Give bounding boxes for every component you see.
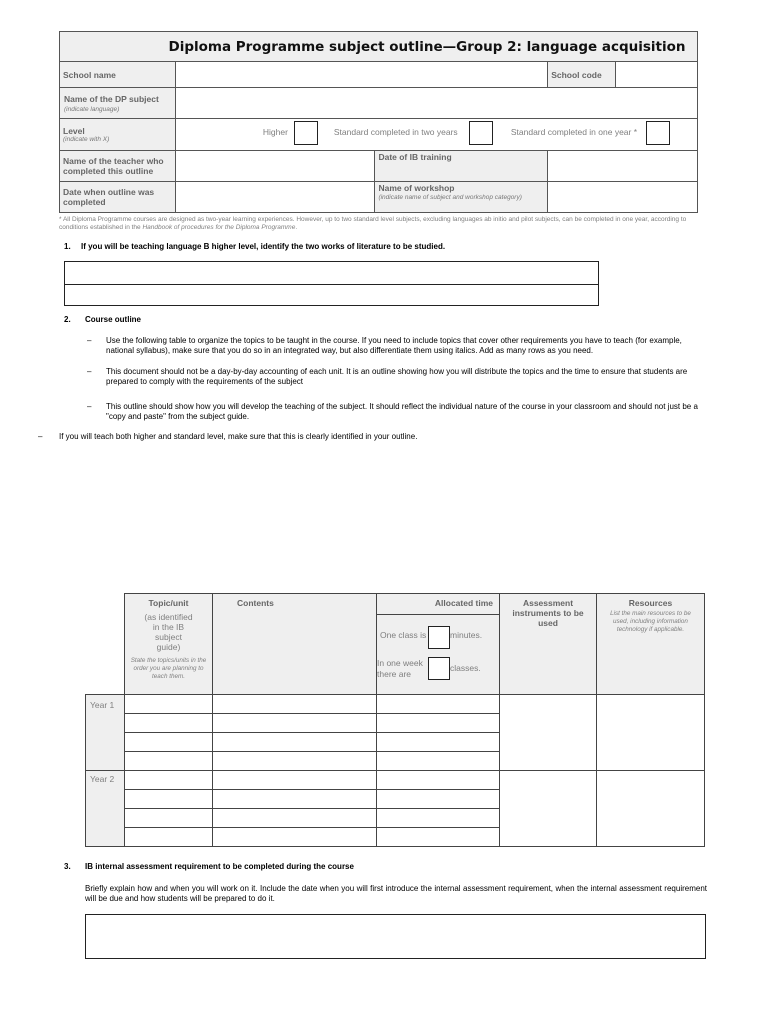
contents-cell[interactable] bbox=[213, 752, 377, 771]
bullet-dash: – bbox=[87, 336, 92, 345]
contents-header: Contents bbox=[213, 594, 377, 695]
contents-cell[interactable] bbox=[213, 828, 377, 847]
q2-bullet-2: This document should not be a day-by-day accounting of each unit. It is an outline showing how you will distribute the topics and the time to ensure that students are prepared to comply with the requirements of the subject bbox=[106, 367, 688, 386]
q3-title: IB internal assessment requirement to be completed during the course bbox=[85, 862, 354, 871]
dp-subject-hint: (indicate language) bbox=[64, 105, 120, 113]
form-title: Diploma Programme subject outline—Group 2: language acquisition bbox=[60, 32, 698, 62]
q2-extra-note: If you will teach both higher and standard level, make sure that this is clearly identified in your outline. bbox=[59, 432, 418, 441]
date-completed-field[interactable] bbox=[175, 182, 375, 213]
contents-cell[interactable] bbox=[213, 733, 377, 752]
bullet-dash: – bbox=[87, 402, 92, 411]
one-class-label: One class is bbox=[380, 630, 427, 640]
bullet-dash: – bbox=[38, 432, 43, 441]
q3-number: 3. bbox=[64, 862, 71, 871]
allocated-time-cell[interactable] bbox=[377, 809, 500, 828]
contents-cell[interactable] bbox=[213, 695, 377, 714]
level-higher-checkbox[interactable] bbox=[294, 121, 318, 145]
resources-cell[interactable] bbox=[597, 771, 705, 847]
q2-title: Course outline bbox=[85, 315, 142, 324]
level-std-one-checkbox[interactable] bbox=[646, 121, 670, 145]
assessment-header: Assessment instruments to be used bbox=[500, 594, 597, 695]
school-code-label: School code bbox=[551, 69, 602, 80]
dp-subject-field[interactable] bbox=[175, 88, 697, 119]
ib-training-field[interactable] bbox=[548, 151, 698, 182]
level-std-two-label: Standard completed in two years bbox=[333, 127, 458, 137]
q2-number: 2. bbox=[64, 315, 71, 324]
dp-subject-label: Name of the DP subject bbox=[64, 93, 159, 104]
workshop-field[interactable] bbox=[548, 182, 698, 213]
topic-cell[interactable] bbox=[125, 714, 213, 733]
teacher-name-field[interactable] bbox=[175, 151, 375, 182]
q2-bullet-3: This outline should show how you will develop the teaching of the subject. It should reflect the individual nature of the course in your classroom and should not just be a "copy and paste" from the subject guide. bbox=[106, 402, 698, 421]
outline-header-form bbox=[59, 31, 698, 213]
course-outline-table bbox=[85, 593, 705, 847]
table-row bbox=[86, 771, 705, 790]
table-row bbox=[86, 695, 705, 714]
topic-cell[interactable] bbox=[125, 733, 213, 752]
level-hint: (indicate with X) bbox=[63, 136, 110, 143]
allocated-time-cell[interactable] bbox=[377, 828, 500, 847]
q1-text: If you will be teaching language B higher level, identify the two works of literature to be studied. bbox=[81, 242, 446, 251]
minutes-label: minutes. bbox=[450, 630, 483, 640]
topic-cell[interactable] bbox=[125, 695, 213, 714]
resources-cell[interactable] bbox=[597, 695, 705, 771]
one-week-label: In one week there are bbox=[377, 658, 423, 679]
topic-cell[interactable] bbox=[125, 828, 213, 847]
level-std-one-label: Standard completed in one year * bbox=[510, 127, 638, 137]
class-minutes-input[interactable] bbox=[428, 626, 450, 649]
classes-per-week-input[interactable] bbox=[428, 657, 450, 680]
assessment-cell[interactable] bbox=[500, 771, 597, 847]
footnote-handbook: Handbook of procedures for the Diploma Programme bbox=[142, 224, 296, 231]
q3-text: Briefly explain how and when you will work on it. Include the date when you will first introduce the internal assessment requirement, when the internal assessment requirement will be due and how students will be prepared to do it. bbox=[85, 884, 707, 903]
topic-cell[interactable] bbox=[125, 752, 213, 771]
allocated-time-cell[interactable] bbox=[377, 771, 500, 790]
school-name-field[interactable] bbox=[175, 62, 547, 88]
topic-cell[interactable] bbox=[125, 809, 213, 828]
topic-cell[interactable] bbox=[125, 771, 213, 790]
footnote: * All Diploma Programme courses are designed as two-year learning experiences. However, up to two standard level subjects, excluding languages ab initio and pilot subjects, can be completed in one year, according to conditions established in the Handbook of procedures for the Diploma Programme. bbox=[59, 216, 687, 231]
allocated-time-cell[interactable] bbox=[377, 733, 500, 752]
internal-assessment-field[interactable] bbox=[85, 914, 706, 959]
q1-number: 1. bbox=[64, 242, 71, 251]
level-higher-label: Higher bbox=[262, 127, 288, 137]
year-1-label: Year 1 bbox=[86, 695, 125, 771]
topic-unit-header: Topic/unit (as identified in the IB subject guide) State the topics/units in the order you are planning to teach them. bbox=[125, 594, 213, 695]
school-name-label: School name bbox=[63, 69, 116, 80]
literature-work-2-field[interactable] bbox=[64, 284, 599, 306]
topic-cell[interactable] bbox=[125, 790, 213, 809]
teacher-name-label: Name of the teacher who completed this outline bbox=[63, 156, 164, 176]
allocated-time-cell[interactable] bbox=[377, 790, 500, 809]
contents-cell[interactable] bbox=[213, 771, 377, 790]
date-completed-label: Date when outline was completed bbox=[63, 187, 155, 207]
workshop-label: Name of workshop bbox=[378, 183, 455, 193]
ib-training-label: Date of IB training bbox=[378, 152, 452, 162]
contents-cell[interactable] bbox=[213, 714, 377, 733]
assessment-cell[interactable] bbox=[500, 695, 597, 771]
bullet-dash: – bbox=[87, 367, 92, 376]
contents-cell[interactable] bbox=[213, 790, 377, 809]
classes-label: classes. bbox=[450, 663, 481, 673]
year-2-label: Year 2 bbox=[86, 771, 125, 847]
school-code-field[interactable] bbox=[616, 62, 698, 88]
level-label: Level bbox=[63, 126, 85, 136]
allocated-time-cell[interactable] bbox=[377, 714, 500, 733]
q2-bullet-1: Use the following table to organize the topics to be taught in the course. If you need to include topics that cover other requirements you have to teach (for example, national syllabus), make sure that you do so in an integrated way, but also differentiate them using italics. Add as many rows as you need. bbox=[106, 336, 682, 355]
resources-header: Resources List the main resources to be used, including information technology if applicable. bbox=[597, 594, 705, 695]
allocated-time-header: Allocated time One class is minutes. In one week there are classes. bbox=[377, 594, 500, 695]
workshop-hint: (indicate name of subject and workshop category) bbox=[378, 194, 522, 201]
literature-work-1-field[interactable] bbox=[64, 261, 599, 285]
allocated-time-cell[interactable] bbox=[377, 695, 500, 714]
level-std-two-checkbox[interactable] bbox=[469, 121, 493, 145]
allocated-time-cell[interactable] bbox=[377, 752, 500, 771]
contents-cell[interactable] bbox=[213, 809, 377, 828]
